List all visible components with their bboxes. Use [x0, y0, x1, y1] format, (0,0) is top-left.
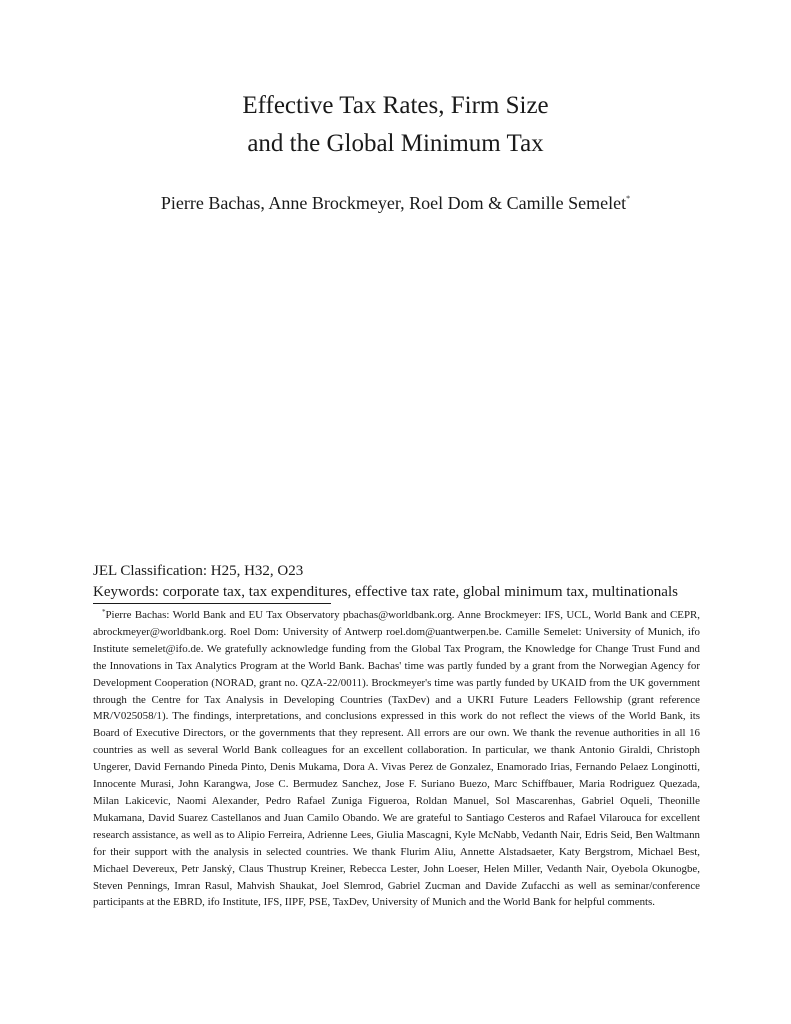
paper-title-line-1: Effective Tax Rates, Firm Size	[242, 92, 549, 119]
author-names: Pierre Bachas, Anne Brockmeyer, Roel Dom & Camille Semelet	[160, 193, 627, 213]
paper-title-line-2: and the Global Minimum Tax	[247, 130, 544, 157]
footnote-text: Pierre Bachas: World Bank and EU Tax Observatory pbachas@worldbank.org. Anne Brockmeyer: IFS, UCL, World Bank and CEPR, abrockmeyer@worldbank.org. Roel Dom: University of Antwerp roel.dom@uantwerpen.be. Camille Semelet: University of Munich, ifo Institute semelet@ifo.de. We gratefully acknowledge funding from the Global Tax Program, the Knowledge for Change Trust Fund and the Innovations in Tax Analytics Program at the World Bank. Bachas' time was partly funded by a grant from the Norwegian Agency for Development Cooperation (NORAD, grant no. QZA-22/0011). Brockmeyer's time was partly funded by UKAID from the UK government through the Centre for Tax Analysis in Developing Countries (TaxDev) and a UKRI Future Leaders Fellowship (grant reference MR/V025058/1). The findings, interpretations, and conclusions expressed in this work do not reflect the views of the World Bank, its Board of Executive Directors, or the governments that they represent. All errors are our own. We thank the revenue authorities in all 16 countries as well as several World Bank colleagues for an excellent collaboration. In particular, we thank Antonio Giraldi, Christoph Ungerer, David Fernando Pineda Pinto, Denis Mukama, Dora A. Vivas Perez de Gonzalez, Enamorado Irias, Fernando Pelaez Longinotti, Innocente Murasi, John Karangwa, Jose C. Bermudez Sanchez, Jose F. Suriano Buezo, Marc Schiffbauer, Maria Rodriguez Quezada, Milan Lakicevic, Naomi Alexander, Pedro Rafael Zuniga Figueroa, Roldan Manuel, Sol Mascarenhas, Gabriel Oqueli, Theonille Mukamana, David Suarez Castellanos and Juan Camilo Obando. We are grateful to Santiago Cesteros and Rafael Vilarouca for excellent research assistance, as well as to Alipio Ferreira, Adrienne Lees, Giulia Mascagni, Kyle McNabb, Vedanth Nair, Edris Seid, Ben Waltmann for their support with the analysis in selected countries. We thank Flurim Aliu, Annette Alstadsaeter, Katy Bergstrom, Michael Best, Michael Devereux, Petr Janský, Claus Thustrup Kreiner, Rebecca Lester, John Loeser, Helen Miller, Vedanth Nair, Oyebola Okunogbe, Steven Pennings, Imran Rasul, Mahvish Shaukat, Joel Slemrod, Gabriel Zucman and Davide Zufacchi as well as seminar/conference participants at the EBRD, ifo Institute, IFS, IIPF, PSE, TaxDev, University of Munich and the World Bank for helpful comments.	[93, 609, 700, 909]
keywords: Keywords: corporate tax, tax expenditures, effective tax rate, global minimum tax, multinationals	[93, 584, 678, 600]
jel-classification: JEL Classification: H25, H32, O23	[93, 563, 304, 579]
author-list	[0, 186, 791, 216]
author-footnote	[93, 604, 700, 911]
author-footnote-mark: *	[626, 194, 631, 203]
footnote-mark: *	[102, 608, 106, 616]
